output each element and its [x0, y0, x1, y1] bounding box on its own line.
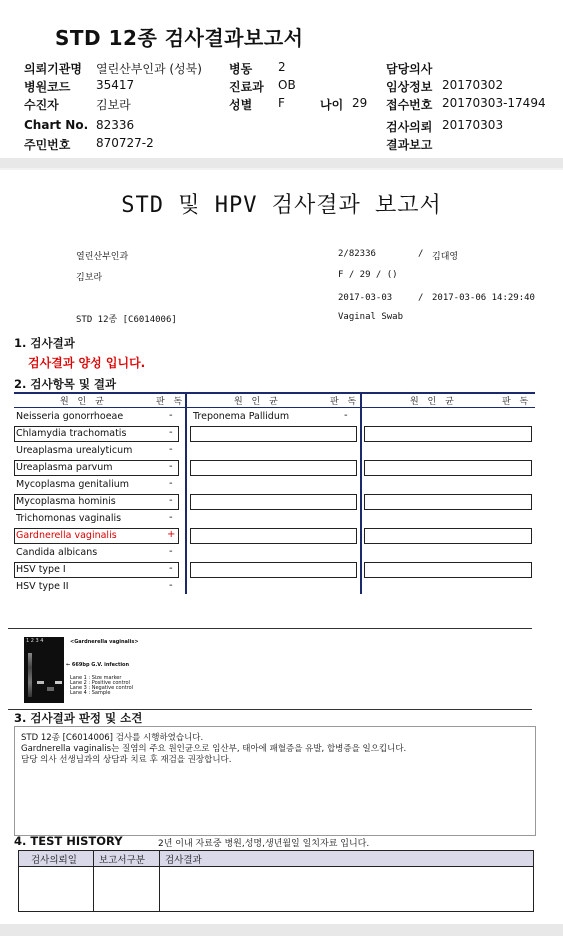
doctor-name: 김대영: [432, 252, 459, 262]
gel-legend-item: Lane 1 : Size marker: [70, 675, 122, 681]
hospital-name: 열린산부인과: [76, 252, 129, 262]
gel-electrophoresis-panel: [8, 628, 532, 710]
field-label: 결과보고: [386, 138, 433, 152]
gel-image: [24, 637, 64, 703]
result-box: [190, 562, 357, 578]
gel-band: [55, 681, 62, 684]
organism-result: -: [169, 546, 173, 557]
field-value: 870727-2: [96, 136, 154, 150]
gel-legend-item: Lane 3 : Negative control: [70, 685, 134, 691]
column-header-judgement: 판 독: [156, 397, 186, 407]
organism-name: Candida albicans: [16, 547, 98, 558]
report-title: STD 및 HPV 검사결과 보고서: [121, 193, 442, 218]
field-label: 검사의뢰: [386, 120, 433, 134]
finding-line: STD 12종 [C6014006] 검사를 시행하였습니다.: [21, 733, 204, 743]
divider: [0, 158, 563, 168]
gel-legend-item: Lane 2 : Positive control: [70, 680, 130, 686]
history-note: 2년 이내 자료중 병원,성명,생년월일 일치자료 입니다.: [158, 839, 370, 849]
organism-result: -: [344, 410, 348, 421]
organism-result: -: [169, 580, 173, 591]
organism-name: Neisseria gonorrhoeae: [16, 411, 124, 422]
result-box: [190, 460, 357, 476]
field-label: Chart No.: [24, 118, 89, 132]
field-label: 진료과: [229, 80, 264, 94]
organism-result: -: [169, 427, 173, 438]
field-value: 2: [278, 60, 286, 74]
column-header-organism: 원 인 균: [234, 397, 281, 407]
column-divider: [93, 851, 94, 911]
test-history-table: [18, 850, 534, 912]
organism-name: Ureaplasma urealyticum: [16, 445, 133, 456]
organism-name: Chlamydia trachomatis: [16, 428, 127, 439]
received-date: 2017-03-03: [338, 293, 393, 303]
field-label: 주민번호: [24, 138, 71, 152]
section-heading: 4. TEST HISTORY: [14, 834, 123, 848]
results-table: [14, 392, 535, 594]
column-divider: [185, 394, 187, 594]
findings-box: [14, 726, 536, 836]
section-heading: 3. 검사결과 판정 및 소견: [14, 711, 143, 725]
history-header-row: [19, 851, 533, 867]
field-label: 병원코드: [24, 80, 71, 94]
summary-row: [16, 60, 556, 80]
report-sheet: [0, 170, 563, 936]
report-date: 2017-03-06 14:29:40: [432, 293, 535, 303]
organism-result: -: [169, 410, 173, 421]
column-divider: [360, 394, 362, 594]
column-header-judgement: 판 독: [330, 397, 360, 407]
field-value: 20170303: [442, 118, 504, 132]
organism-result: -: [169, 461, 173, 472]
summary-title: STD 12종 검사결과보고서: [55, 26, 304, 50]
summary-row: [16, 118, 556, 138]
organism-result: -: [169, 495, 173, 506]
field-label: 접수번호: [386, 98, 433, 112]
column-header-organism: 원 인 균: [410, 397, 457, 407]
column-header-judgement: 판 독: [502, 397, 532, 407]
field-value: 82336: [96, 118, 135, 132]
result-box: [364, 528, 532, 544]
summary-row: [16, 78, 556, 98]
organism-name: HSV type I: [16, 564, 66, 575]
result-box: [364, 426, 532, 442]
summary-row: [16, 136, 556, 156]
field-value: 20170302: [442, 78, 504, 92]
gel-title: <Gardnerella vaginalis>: [70, 639, 139, 645]
finding-line: 담당 의사 선생님과의 상담과 치료 후 재검을 권장합니다.: [21, 755, 232, 765]
bottom-margin: [0, 924, 563, 936]
organism-name: Trichomonas vaginalis: [16, 513, 122, 524]
gel-legend-item: Lane 4 : Sample: [70, 690, 111, 696]
section-heading: 1. 검사결과: [14, 336, 75, 350]
result-box: [190, 528, 357, 544]
organism-name: Mycoplasma hominis: [16, 496, 116, 507]
positive-result-text: 검사결과 양성 입니다.: [28, 356, 146, 370]
result-box: [190, 426, 357, 442]
organism-result: -: [169, 444, 173, 455]
history-col-header: 보고서구분: [99, 855, 145, 866]
field-value: OB: [278, 78, 296, 92]
field-label: 수진자: [24, 98, 59, 112]
field-label: 병동: [229, 62, 253, 76]
gel-lane-numbers: 1 2 3 4: [26, 638, 44, 644]
field-value: 김보라: [96, 98, 131, 112]
field-value: F: [278, 96, 285, 110]
field-value: 29: [352, 96, 368, 110]
finding-line: Gardnerella vaginalis는 질염의 주요 원인균으로 임산부, 태아에 패혈증을 유발, 합병증을 일으킵니다.: [21, 744, 407, 754]
result-box: [364, 460, 532, 476]
history-col-header: 검사결과: [165, 855, 202, 866]
result-box: [364, 494, 532, 510]
field-value: 20170303-17494: [442, 96, 546, 110]
size-marker-lane: [28, 653, 32, 697]
field-label: 나이: [320, 98, 344, 112]
field-label: 담당의사: [386, 62, 433, 76]
result-box: [190, 494, 357, 510]
result-box: [364, 562, 532, 578]
field-label: 성별: [229, 98, 253, 112]
history-col-header: 검사의뢰일: [31, 855, 77, 866]
field-label: 의뢰기관명: [24, 62, 82, 76]
chart-number: 2/82336: [338, 249, 376, 259]
field-value: 35417: [96, 78, 135, 92]
organism-result-positive: +: [167, 529, 176, 540]
field-value: 열린산부인과 (성북): [96, 62, 202, 76]
column-header-organism: 원 인 균: [60, 397, 107, 407]
gel-band: [37, 681, 44, 684]
summary-row: [16, 96, 556, 116]
patient-sex-age: F / 29 / (): [338, 270, 398, 280]
doctor-separator: /: [418, 249, 424, 259]
organism-result: -: [169, 478, 173, 489]
table-rule: [14, 407, 535, 408]
column-divider: [159, 851, 160, 911]
gel-band: [47, 687, 54, 691]
test-code: STD 12종 [C6014006]: [76, 315, 177, 325]
gel-band-label: ← 669bp G.V. infection: [66, 662, 130, 668]
organism-name: HSV type II: [16, 581, 69, 592]
organism-result: -: [169, 563, 173, 574]
organism-name: Mycoplasma genitalium: [16, 479, 130, 490]
field-label: 임상정보: [386, 80, 433, 94]
organism-name: Ureaplasma parvum: [16, 462, 113, 473]
section-heading: 2. 검사항목 및 결과: [14, 377, 117, 391]
patient-name: 김보라: [76, 273, 103, 283]
organism-result: -: [169, 512, 173, 523]
organism-name-positive: Gardnerella vaginalis: [16, 530, 117, 541]
date-separator: /: [418, 293, 424, 303]
summary-header: [0, 0, 563, 158]
organism-name: Treponema Pallidum: [193, 411, 290, 422]
specimen-type: Vaginal Swab: [338, 312, 404, 322]
